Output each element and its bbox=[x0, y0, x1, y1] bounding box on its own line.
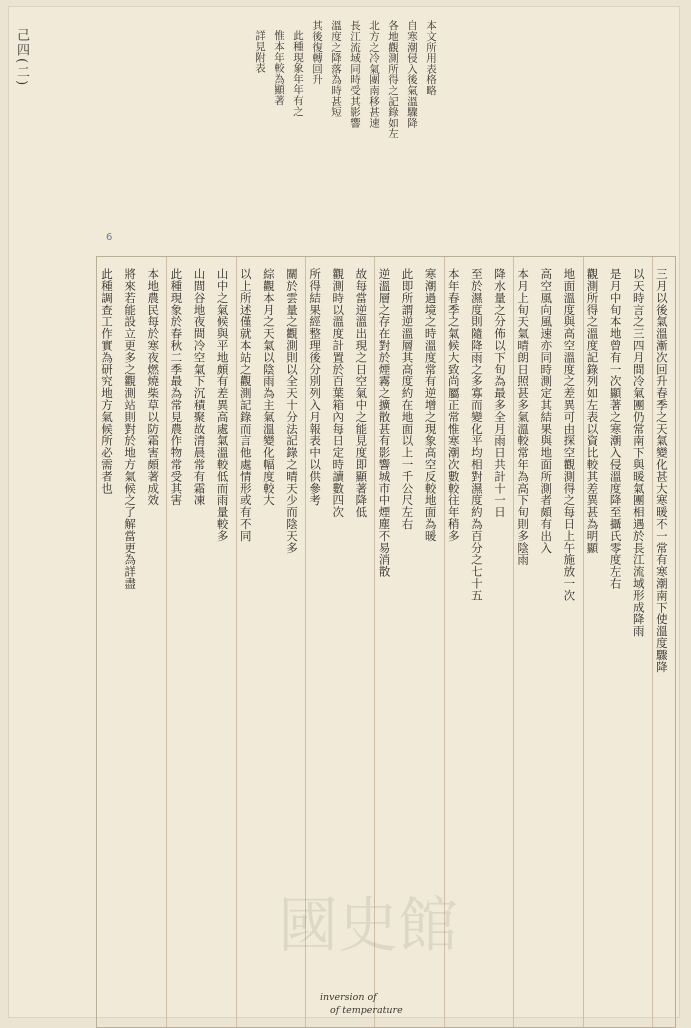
main-text-column: 本年春季之氣候大致尚屬正常惟寒潮次數較往年稍多 bbox=[446, 268, 461, 542]
left-text-column: 將來若能設立更多之觀測站則對於地方氣候之了解當更為詳盡 bbox=[123, 268, 138, 590]
main-text-column: 逆溫層之存在對於煙霧之擴散甚有影響城市中煙塵不易消散 bbox=[377, 268, 392, 578]
upper-note-column: 自寒潮侵入後氣溫驟降 bbox=[406, 20, 418, 128]
upper-note-column: 各地觀測所得之記錄如左 bbox=[387, 20, 399, 139]
main-text-column: 以天時言之三四月間冷氣團仍常南下與暖氣團相遇於長江流域形成降雨 bbox=[631, 268, 646, 637]
inversion-annotation: inversion of bbox=[320, 992, 377, 1003]
left-text-column: 本地農民每於寒夜燃燒柴草以防霜害頗著成效 bbox=[146, 268, 161, 506]
upper-note-column: 此種現象年年有之 bbox=[292, 30, 304, 117]
document-sheet bbox=[8, 6, 680, 1018]
main-text-column: 至於濕度則隨降雨之多寡而變化平均相對濕度約為百分之七十五 bbox=[469, 268, 484, 602]
main-text-column: 地面溫度與高空溫度之差異可由探空觀測得之每日上午施放一次 bbox=[562, 268, 577, 602]
left-text-column: 山間谷地夜間冷空氣下沉積聚故清晨常有霜凍 bbox=[192, 268, 207, 506]
main-text-column: 所得結果經整理後分別列入月報表中以供參考 bbox=[308, 268, 323, 506]
upper-note-column: 溫度之降落為時甚短 bbox=[330, 20, 342, 118]
upper-note-column: 長江流域同時受其影響 bbox=[349, 20, 361, 128]
main-text-column: 觀測所得之溫度記錄列如左表以資比較其差異甚為明顯 bbox=[585, 268, 600, 554]
main-text-column: 以上所述僅就本站之觀測記錄而言他處情形或有不同 bbox=[238, 268, 253, 542]
main-text-column: 降水量之分佈以下旬為最多全月雨日共計十一日 bbox=[493, 268, 508, 518]
upper-note-column: 惟本年較為顯著 bbox=[273, 30, 285, 106]
main-text-column: 關於雲量之觀測則以全天十分法記錄之晴天少而陰天多 bbox=[284, 268, 299, 554]
page-number: 6 bbox=[106, 232, 113, 243]
temperature-annotation: of temperature bbox=[330, 1005, 403, 1016]
main-text-column: 故每當逆溫出現之日空氣中之能見度即顯著降低 bbox=[354, 268, 369, 518]
watermark-text: 國史館 bbox=[278, 891, 458, 961]
main-text-column: 寒潮過境之時溫度常有逆增之現象高空反較地面為暖 bbox=[423, 268, 438, 542]
left-text-column: 此種現象於春秋二季最為常見農作物常受其害 bbox=[169, 268, 184, 506]
watermark-seal bbox=[218, 886, 518, 966]
main-text-column: 三月以後氣溫漸次回升春季之天氣變化甚大寒暖不一常有寒潮南下使溫度驟降 bbox=[654, 268, 669, 673]
left-text-column: 山中之氣候與平地頗有差異高處氣溫較低而雨量較多 bbox=[215, 268, 230, 542]
main-text-column: 高空風向風速亦同時測定其結果與地面所測者頗有出入 bbox=[539, 268, 554, 554]
left-text-column: 此種調查工作實為研究地方氣候所必需者也 bbox=[100, 268, 114, 495]
upper-note-column: 北方之冷氣團南移甚速 bbox=[368, 20, 380, 128]
main-text-column: 是月中旬本地曾有一次顯著之寒潮入侵溫度降至攝氏零度左右 bbox=[608, 268, 623, 590]
upper-note-column: 詳見附表 bbox=[254, 30, 266, 74]
upper-note-column: 本文所用表格略 bbox=[425, 20, 437, 96]
main-text-column: 此即所謂逆溫層其高度約在地面以上一千公尺左右 bbox=[400, 268, 415, 530]
upper-note-column: 其後復轉回升 bbox=[311, 20, 323, 85]
corner-label: 己四(二) bbox=[14, 28, 29, 88]
main-text-column: 觀測時以溫度計置於百葉箱內每日定時讀數四次 bbox=[331, 268, 346, 518]
main-text-column: 本月上旬天氣晴朗日照甚多氣溫較常年為高下旬則多陰雨 bbox=[516, 268, 531, 566]
main-text-column: 綜觀本月之天氣以陰雨為主氣溫變化幅度較大 bbox=[261, 268, 276, 506]
